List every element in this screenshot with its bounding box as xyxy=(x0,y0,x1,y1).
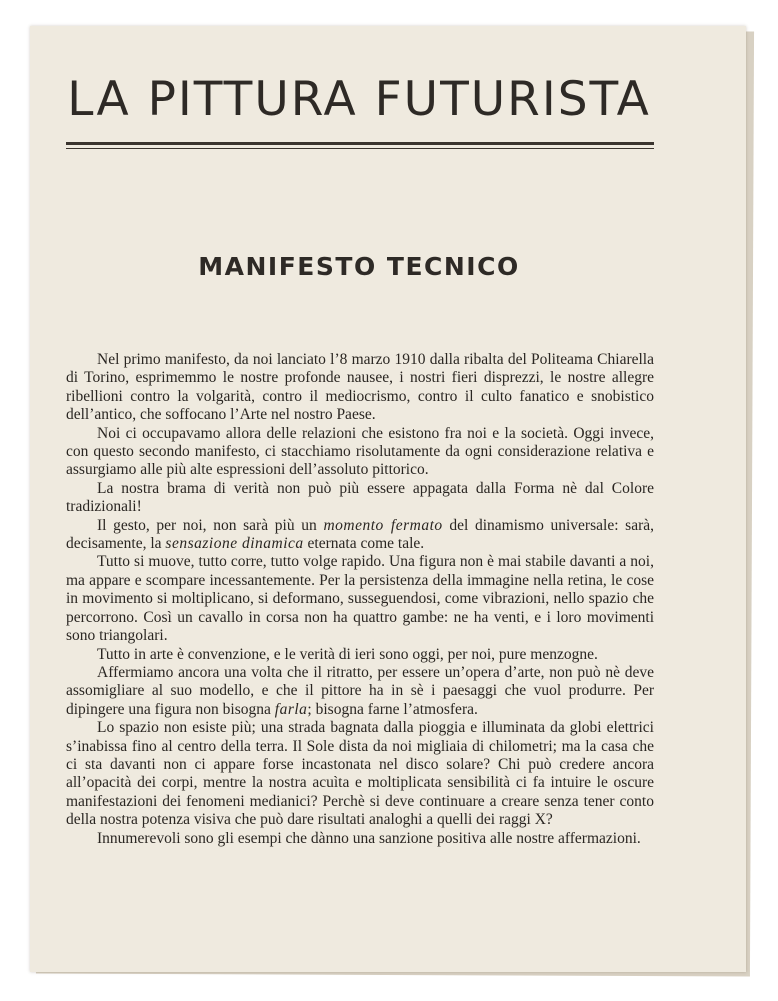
paragraph-text: eternata come tale. xyxy=(303,535,425,553)
paragraph xyxy=(66,664,654,719)
paragraph xyxy=(66,830,654,848)
paragraph xyxy=(66,480,654,517)
title-rule-thin xyxy=(66,148,654,149)
paragraph-text: Nel primo manifesto, da noi lanciato l’8 marzo 1910 dalla ribalta del Politeama Chiarella di Torino, esprimemmo le nostre profonde nausee, i nostri fieri disprezzi, le nostre allegre ribellioni contro la volgarità, contro il mediocrismo, contro il culto fanatico e snobistico dell’antico, che soffocano l’Arte nel nostro Paese. xyxy=(66,351,654,424)
paragraph xyxy=(66,425,654,480)
paragraph-text: Innumerevoli sono gli esempi che dànno una sanzione positiva alle nostre affermazioni. xyxy=(97,829,641,847)
paragraph-text: Affermiamo ancora una volta che il ritratto, per essere un’opera d’arte, non può nè deve assomigliare al suo modello, e che il pittore ha in sè i paesaggi che vuol produrre. Per dipingere una figura non bisogna xyxy=(66,663,654,718)
italic-phrase: sensazione dinamica xyxy=(165,535,304,553)
italic-phrase: farla xyxy=(274,700,308,718)
paragraph xyxy=(66,646,654,664)
title-rule-thick xyxy=(66,142,654,145)
manifesto-body xyxy=(66,351,654,848)
paragraph xyxy=(66,719,654,829)
paragraph-text: Lo spazio non esiste più; una strada bagnata dalla pioggia e illuminata da globi elettrici s’inabissa fino al centro della terra. Il Sole dista da noi migliaia di chilometri; ma la casa che ci sta davanti non ci appare forse incastonata nel disco solare? Chi può credere ancora all’opacità dei corpi, mentre la nostra acuìta e moltiplicata sensibilità ci fa intuire le oscure manifestazioni dei fenomeni medianici? Perchè si deve continuare a creare senza tener conto della nostra potenza visiva che può dare risultati analoghi a quelli dei raggi X? xyxy=(66,719,654,829)
paragraph-text: ; bisogna farne l’atmosfera. xyxy=(307,700,478,718)
paragraph-text: Noi ci occupavamo allora delle relazioni che esistono fra noi e la società. Oggi invece, con questo secondo manifesto, ci stacchiamo risolutamente da ogni considerazione relativa e assurgiamo alle più alte espressioni dell’assoluto pittorico. xyxy=(66,424,654,479)
paragraph xyxy=(66,517,654,554)
italic-phrase: momento fermato xyxy=(323,516,443,534)
document-subtitle: MANIFESTO TECNICO xyxy=(198,252,520,281)
paragraph-text: del dinamismo universale: sarà, decisamente, la xyxy=(66,516,655,553)
paragraph-text: La nostra brama di verità non può più essere appagata dalla Forma nè dal Colore tradizionali! xyxy=(66,479,654,516)
paragraph-text: Tutto si muove, tutto corre, tutto volge rapido. Una figura non è mai stabile davanti a noi, ma appare e scompare incessantemente. Per la persistenza della immagine nella retina, le cose in movimento si moltiplicano, si deformano, susseguendosi, come vibrazioni, nello spazio che percorrono. Così un cavallo in corsa non ha quattro gambe: ne ha venti, e i loro movimenti sono triangolari. xyxy=(66,553,654,645)
document-title: LA PITTURA FUTURISTA xyxy=(67,72,651,127)
paragraph-text: Il gesto, per noi, non sarà più un xyxy=(97,516,324,534)
paragraph xyxy=(66,351,654,425)
paragraph xyxy=(66,553,654,645)
paragraph-text: Tutto in arte è convenzione, e le verità di ieri sono oggi, per noi, pure menzogne. xyxy=(97,645,598,663)
